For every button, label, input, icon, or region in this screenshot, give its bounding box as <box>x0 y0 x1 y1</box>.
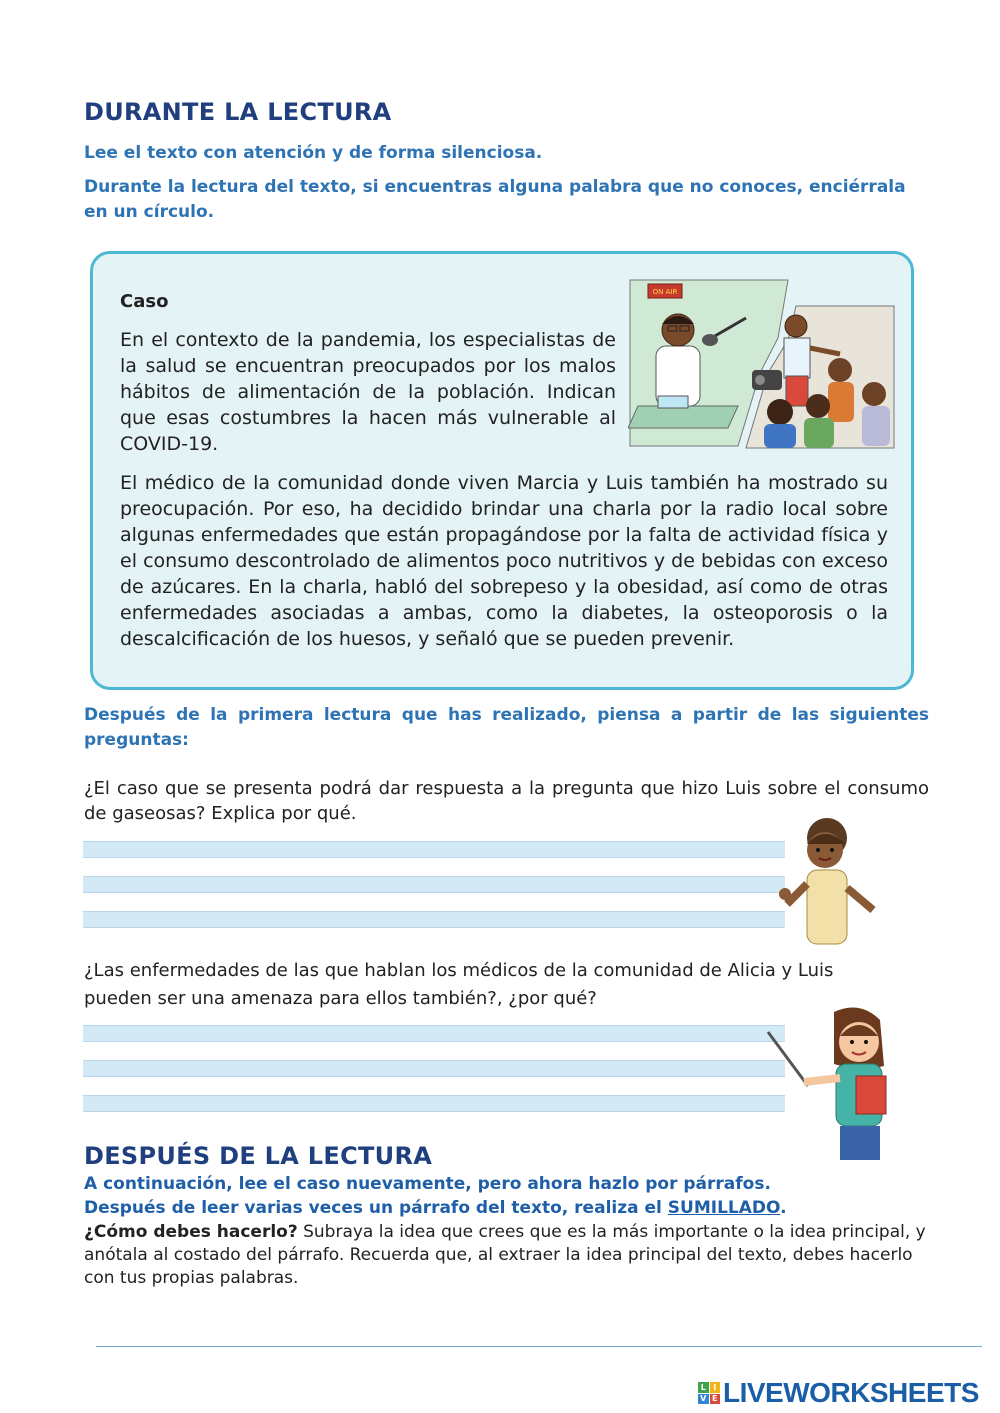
logo-letter: E <box>710 1394 721 1405</box>
on-air-label: ON AIR <box>652 288 678 296</box>
girl-thumbs-up-illustration <box>773 814 883 946</box>
logo-letter: L <box>698 1382 709 1393</box>
questions-intro: Después de la primera lectura que has realizado, piensa a partir de las siguientes preguntas: <box>84 705 929 750</box>
teacher-pointer-illustration <box>764 1002 904 1160</box>
question-1: ¿El caso que se presenta podrá dar respuesta a la pregunta que hizo Luis sobre el consumo de gaseosas? Explica por qué. <box>84 778 929 824</box>
sumillado-link: SUMILLADO <box>667 1198 781 1218</box>
how-to-paragraph <box>84 1221 929 1290</box>
instruction-sumillado-end: . <box>780 1198 787 1218</box>
answer-area-1[interactable] <box>83 841 785 928</box>
case-paragraph-1: En el contexto de la pandemia, los especialistas de la salud se encuentran preocupados por los malos hábitos de alimentación de la población. Indican que esas costumbres la hacen más vulnerable al COVID-19. <box>120 329 616 455</box>
footer-divider <box>96 1346 982 1347</box>
instruction-sumillado-text: Después de leer varias veces un párrafo del texto, realiza el <box>84 1198 668 1218</box>
answer-line[interactable] <box>83 876 785 893</box>
instruction-reread-paragraphs: A continuación, lee el caso nuevamente, pero ahora hazlo por párrafos. <box>84 1174 771 1194</box>
logo-letter: V <box>698 1394 709 1405</box>
section-heading-during: DURANTE LA LECTURA <box>84 98 392 126</box>
answer-line[interactable] <box>83 1025 785 1042</box>
how-label: ¿Cómo debes hacerlo? <box>84 1222 298 1242</box>
question-2: ¿Las enfermedades de las que hablan los médicos de la comunidad de Alicia y Luis pueden ser una amenaza para ellos también?, ¿por qué? <box>84 960 834 1009</box>
section-heading-after: DESPUÉS DE LA LECTURA <box>84 1142 433 1170</box>
logo-letter: I <box>710 1382 721 1393</box>
case-title: Caso <box>120 291 169 312</box>
how-text: Subraya la idea que crees que es la más importante o la idea principal, y anótala al costado del párrafo. Recuerda que, al extraer la idea principal del texto, debes hacerlo con tus propias palabras. <box>84 1222 926 1288</box>
logo-icon <box>698 1382 720 1404</box>
answer-area-2[interactable] <box>83 1025 785 1112</box>
liveworksheets-logo[interactable] <box>698 1378 979 1408</box>
logo-text: LIVEWORKSHEETS <box>723 1377 979 1408</box>
answer-line[interactable] <box>83 841 785 858</box>
case-paragraph-2: El médico de la comunidad donde viven Marcia y Luis también ha mostrado su preocupación. Por eso, ha decidido brindar una charla por la radio local sobre algunas enfermedades que están propagándose por la falta de actividad física y el consumo descontrolado de alimentos poco nutritivos y de bebidas con exceso de azúcares. En la charla, habló del sobrepeso y la obesidad, así como de otras enfermedades asociadas a ambas, como la diabetes, la osteoporosis o la descalcificación de los huesos, y señaló que se pueden prevenir. <box>120 472 888 650</box>
answer-line[interactable] <box>83 911 785 928</box>
instruction-circle-words: Durante la lectura del texto, si encuentras alguna palabra que no conoces, enciérrala en un círculo. <box>84 177 906 222</box>
instruction-sumillado <box>84 1196 929 1221</box>
instruction-read-silently: Lee el texto con atención y de forma silenciosa. <box>84 143 543 163</box>
radio-broadcast-illustration <box>628 278 896 450</box>
answer-line[interactable] <box>83 1095 785 1112</box>
answer-line[interactable] <box>83 1060 785 1077</box>
